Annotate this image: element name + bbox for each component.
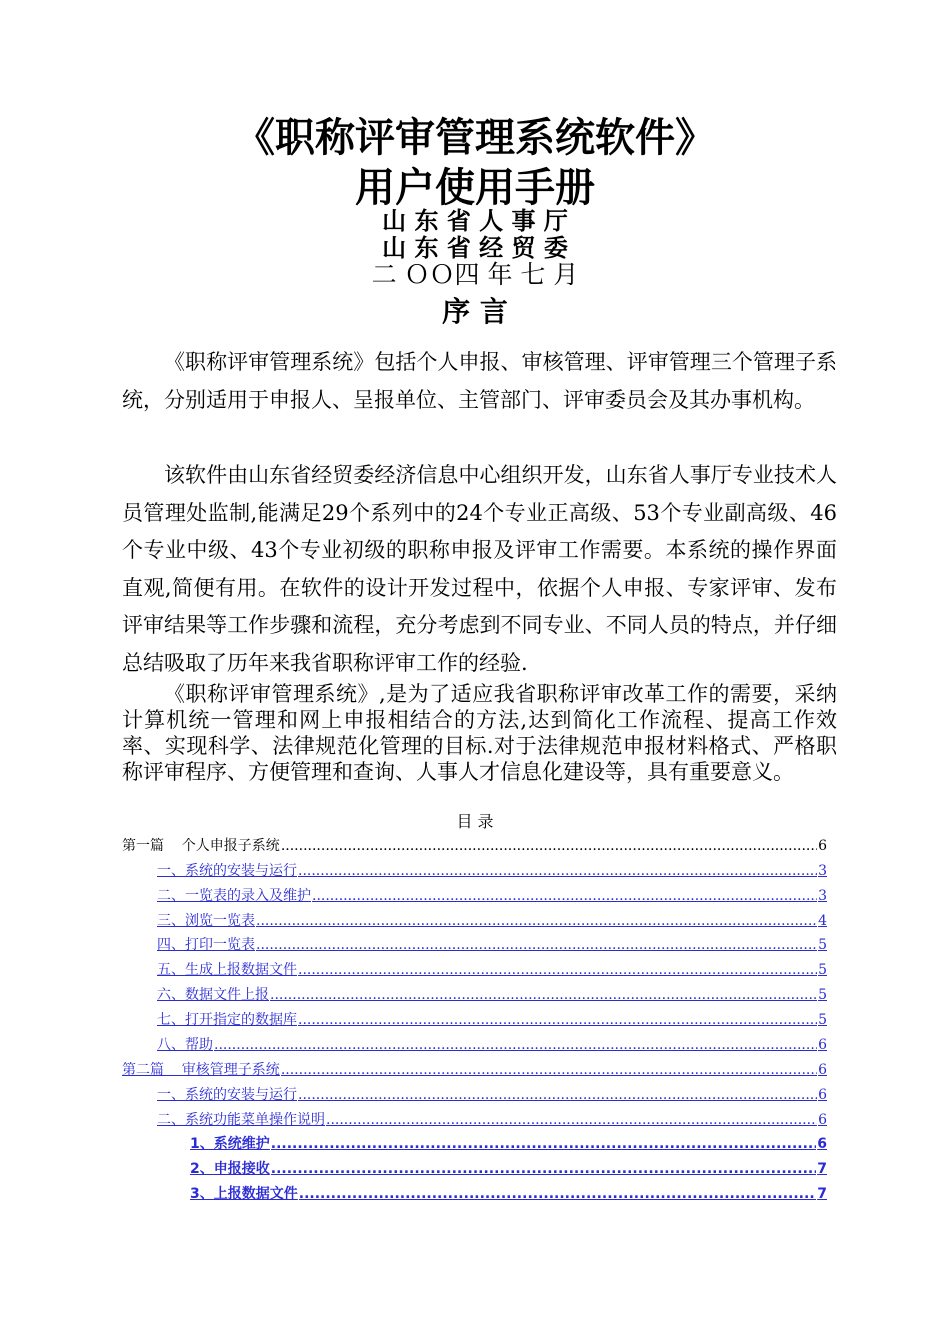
- toc-entry-label: 二、一览表的录入及维护: [157, 888, 311, 904]
- toc-entry-part1: [122, 837, 827, 855]
- issuer-2: 山 东 省 经 贸 委: [382, 233, 568, 262]
- toc-page-number: 6: [818, 838, 827, 854]
- toc-title: 目 录: [456, 812, 494, 831]
- toc-entry-label: 1、系统维护: [190, 1136, 270, 1152]
- toc-leader: [298, 961, 817, 979]
- toc-leader: [299, 1185, 817, 1203]
- toc-link[interactable]: [190, 1160, 827, 1178]
- preface-heading: 序 言: [442, 295, 508, 328]
- toc-link[interactable]: [157, 862, 827, 880]
- toc-page-number: 6: [818, 1112, 827, 1128]
- toc-entry-label: 七、打开指定的数据库: [157, 1012, 297, 1028]
- toc-link[interactable]: [157, 1011, 827, 1029]
- toc-page-number: 5: [818, 962, 827, 978]
- toc-leader: [298, 1011, 817, 1029]
- toc-entry-label: 二、系统功能菜单操作说明: [157, 1112, 325, 1128]
- toc-entry-label: 三、浏览一览表: [157, 913, 255, 929]
- toc-page-number: 3: [818, 888, 827, 904]
- toc-link[interactable]: [157, 912, 827, 930]
- toc-leader: [298, 1086, 817, 1104]
- issuer-1: 山 东 省 人 事 厅: [382, 206, 568, 235]
- toc-entry-label: 六、数据文件上报: [157, 987, 269, 1003]
- toc-leader: [326, 1111, 817, 1129]
- toc-leader: [271, 1135, 817, 1153]
- preface-paragraph-3: 《职称评审管理系统》,是为了适应我省职称评审改革工作的需要，采纳计算机统一管理和网上申报相结合的方法,达到简化工作流程、提高工作效率、实现科学、法律规范化管理的目标.对于法律规范申报材料格式、严格职称评审程序、方便管理和查询、人事人才信息化建设等，具有重要意义。: [122, 682, 837, 784]
- toc-link[interactable]: [157, 1111, 827, 1129]
- toc-page-number: 6: [817, 1136, 827, 1152]
- toc-link[interactable]: [157, 1036, 827, 1054]
- toc-page-number: 5: [818, 937, 827, 953]
- toc-leader: [270, 986, 817, 1004]
- toc-entry-label: 2、申报接收: [190, 1161, 270, 1177]
- issue-date: 二 ＯＯ四 年 七 月: [371, 260, 579, 289]
- toc-entry-label: 3、上报数据文件: [190, 1186, 298, 1202]
- toc-link[interactable]: [122, 1061, 827, 1079]
- toc-page-number: 6: [818, 1037, 827, 1053]
- toc-link[interactable]: [190, 1185, 827, 1203]
- toc-page-number: 5: [818, 1012, 827, 1028]
- toc-leader: [214, 1036, 817, 1054]
- preface-paragraph-2: 该软件由山东省经贸委经济信息中心组织开发，山东省人事厅专业技术人员管理处监制,能满足29个系列中的24个专业正高级、53个专业副高级、46个专业中级、43个专业初级的职称申报及评审工作需要。本系统的操作界面直观,简便有用。在软件的设计开发过程中，依据个人申报、专家评审、发布评审结果等工作步骤和流程，充分考虑到不同专业、不同人员的特点，并仔细总结吸取了历年来我省职称评审工作的经验.: [122, 463, 837, 675]
- toc-leader: [298, 862, 817, 880]
- toc-link[interactable]: [157, 936, 827, 954]
- toc-leader: [256, 936, 817, 954]
- toc-leader: [271, 1160, 817, 1178]
- toc-entry-label: 一、系统的安装与运行: [157, 1087, 297, 1103]
- toc-page-number: 6: [818, 1062, 827, 1078]
- toc-link[interactable]: [190, 1135, 827, 1153]
- toc-link[interactable]: [157, 1086, 827, 1104]
- toc-page-number: 7: [817, 1186, 827, 1202]
- toc-page-number: 6: [818, 1087, 827, 1103]
- preface-paragraph-1: 《职称评审管理系统》包括个人申报、审核管理、评审管理三个管理子系统，分别适用于申报人、呈报单位、主管部门、评审委员会及其办事机构。: [122, 350, 837, 412]
- toc-link[interactable]: [157, 887, 827, 905]
- toc-entry-label: 四、打印一览表: [157, 937, 255, 953]
- toc-leader: [281, 837, 817, 855]
- toc-page-number: 7: [817, 1161, 827, 1177]
- document-subtitle: 用户使用手册: [355, 165, 595, 211]
- toc-entry-label: 第二篇 审核管理子系统: [122, 1062, 280, 1078]
- toc-leader: [312, 887, 817, 905]
- toc-page-number: 3: [818, 863, 827, 879]
- toc-link[interactable]: [157, 961, 827, 979]
- toc-leader: [281, 1061, 817, 1079]
- toc-link[interactable]: [157, 986, 827, 1004]
- toc-entry-label: 五、生成上报数据文件: [157, 962, 297, 978]
- toc-entry-label: 第一篇 个人申报子系统: [122, 838, 280, 854]
- document-title: 《职称评审管理系统软件》: [235, 115, 715, 161]
- toc-leader: [256, 912, 817, 930]
- toc-page-number: 4: [818, 913, 827, 929]
- toc-entry-label: 一、系统的安装与运行: [157, 863, 297, 879]
- toc-page-number: 5: [818, 987, 827, 1003]
- toc-entry-label: 八、帮助: [157, 1037, 213, 1053]
